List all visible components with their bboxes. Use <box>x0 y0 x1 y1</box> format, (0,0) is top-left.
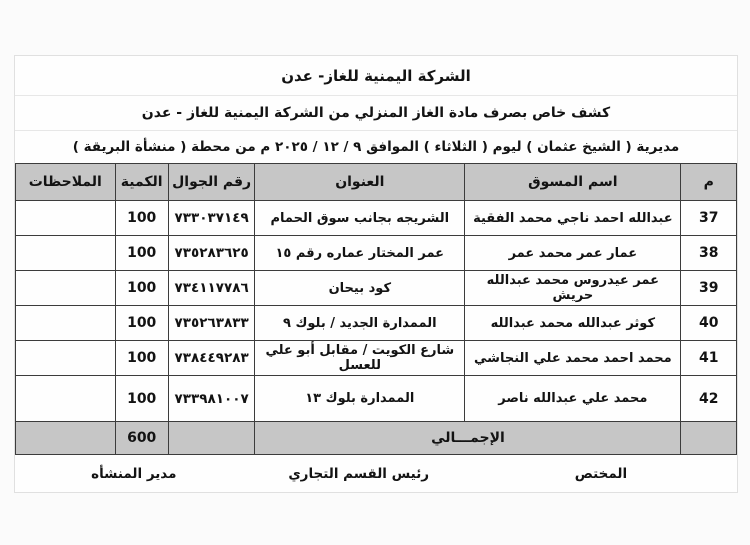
cell-address: عمر المختار عماره رقم ١٥ <box>255 236 465 271</box>
signature-commercial-head: رئيس القسم التجاري <box>288 465 430 482</box>
cell-marketer-name: عمار عمر محمد عمر <box>465 236 681 271</box>
cell-quantity: 100 <box>115 341 168 376</box>
cell-notes <box>16 341 116 376</box>
cell-quantity: 100 <box>115 271 168 306</box>
cell-address: شارع الكويت / مقابل أبو علي للعسل <box>255 341 465 376</box>
cell-marketer-name: محمد احمد محمد علي النجاشي <box>465 341 681 376</box>
cell-marketer-name: عبدالله احمد ناجي محمد الفقية <box>465 201 681 236</box>
cell-marketer-name: كوثر عبدالله محمد عبدالله <box>465 306 681 341</box>
company-title: الشركة اليمنية للغاز- عدن <box>15 56 737 96</box>
signature-specialist: المختص <box>574 465 628 482</box>
total-serial-cell <box>681 422 737 455</box>
table-row <box>16 306 737 341</box>
cell-serial: 42 <box>681 376 737 422</box>
total-label: الإجمـــالي <box>255 422 681 455</box>
cell-mobile: ٧٣٣٠٣٧١٤٩ <box>168 201 255 236</box>
cell-address: الممدارة الجديد / بلوك ٩ <box>255 306 465 341</box>
cell-quantity: 100 <box>115 236 168 271</box>
col-header-serial: م <box>681 164 737 201</box>
total-mobile-cell <box>168 422 255 455</box>
cell-mobile: ٧٣٥٢٨٣٦٢٥ <box>168 236 255 271</box>
table-header-row <box>16 164 737 201</box>
cell-notes <box>16 236 116 271</box>
distribution-table <box>15 163 737 455</box>
cell-notes <box>16 201 116 236</box>
cell-address: كود بيحان <box>255 271 465 306</box>
cell-address: الشريجه بجانب سوق الحمام <box>255 201 465 236</box>
table-body <box>16 201 737 422</box>
district-date-line: مديرية ( الشيخ عثمان ) ليوم ( الثلاثاء ) الموافق ٩ / ١٢ / ٢٠٢٥ م من محطة ( منشأة البريقة ) <box>72 139 680 155</box>
cell-serial: 37 <box>681 201 737 236</box>
document-subtitle: كشف خاص بصرف مادة الغاز المنزلي من الشركة اليمنية للغاز - عدن <box>15 96 737 131</box>
cell-serial: 41 <box>681 341 737 376</box>
cell-serial: 38 <box>681 236 737 271</box>
cell-notes <box>16 306 116 341</box>
total-notes-cell <box>16 422 116 455</box>
cell-address: الممدارة بلوك ١٣ <box>255 376 465 422</box>
cell-serial: 39 <box>681 271 737 306</box>
cell-mobile: ٧٣٥٢٦٣٨٣٣ <box>168 306 255 341</box>
signature-facility-manager: مدير المنشأه <box>91 465 177 482</box>
cell-serial: 40 <box>681 306 737 341</box>
cell-quantity: 100 <box>115 376 168 422</box>
cell-quantity: 100 <box>115 306 168 341</box>
table-row <box>16 236 737 271</box>
cell-mobile: ٧٣٤١١٧٧٨٦ <box>168 271 255 306</box>
cell-mobile: ٧٣٨٤٤٩٢٨٣ <box>168 341 255 376</box>
table-row <box>16 341 737 376</box>
cell-marketer-name: محمد علي عبدالله ناصر <box>465 376 681 422</box>
cell-mobile: ٧٣٣٩٨١٠٠٧ <box>168 376 255 422</box>
col-header-quantity: الكمية <box>115 164 168 201</box>
total-quantity: 600 <box>115 422 168 455</box>
col-header-mobile: رقم الجوال <box>168 164 255 201</box>
cell-quantity: 100 <box>115 201 168 236</box>
cell-notes <box>16 271 116 306</box>
table-row <box>16 271 737 306</box>
col-header-marketer-name: اسم المسوق <box>465 164 681 201</box>
gas-dispatch-document <box>14 55 738 493</box>
col-header-notes: الملاحظات <box>16 164 116 201</box>
table-row <box>16 201 737 236</box>
cell-notes <box>16 376 116 422</box>
total-row <box>16 422 737 455</box>
signature-row <box>15 455 737 492</box>
col-header-address: العنوان <box>255 164 465 201</box>
table-row <box>16 376 737 422</box>
cell-marketer-name: عمر عيدروس محمد عبدالله حريش <box>465 271 681 306</box>
